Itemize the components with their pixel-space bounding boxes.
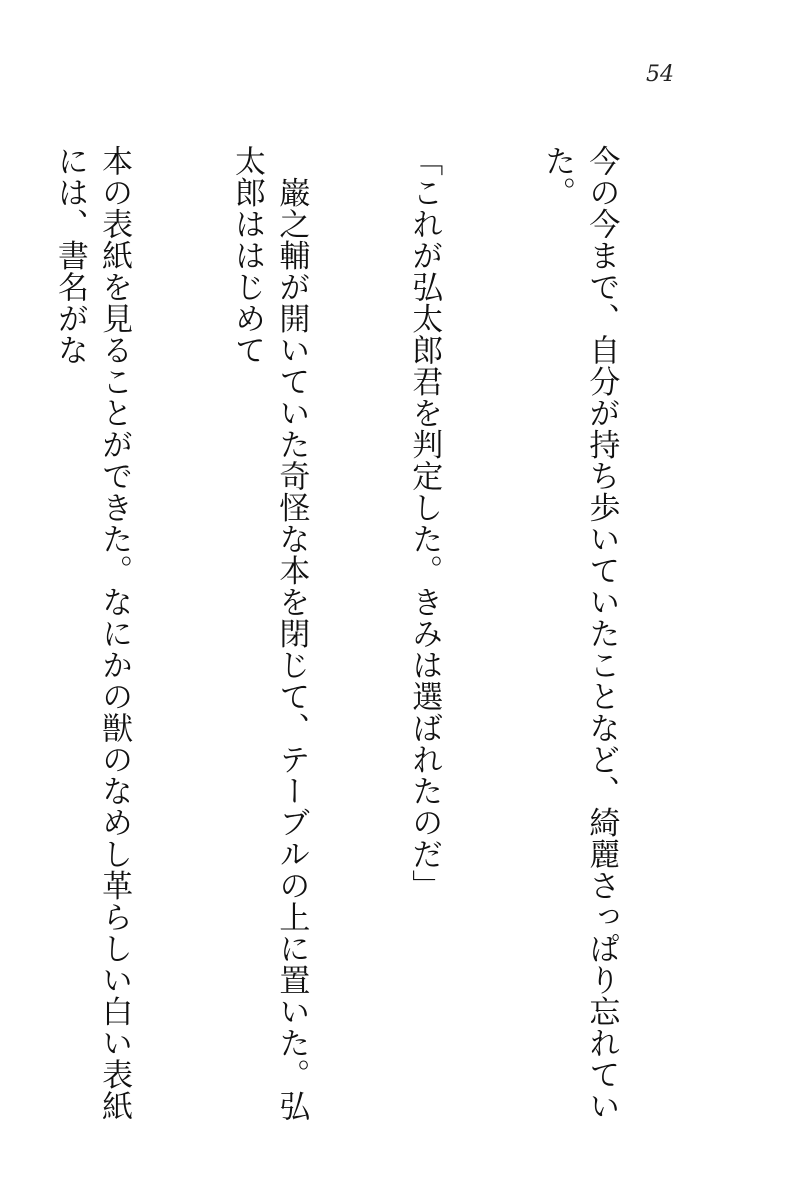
text-line: 今の今まで、自分が持ち歩いていたことなど、綺麗さっぱり忘れていた。 <box>539 145 620 1122</box>
page-number: 54 <box>646 62 674 87</box>
text-line: 巌之輔が開いていた奇怪な本を閉じて、テーブルの上に置いた。弘太郎ははじめて <box>229 145 310 1122</box>
text-line: 本の表紙を見ることができた。なにかの獣のなめし革らしい白い表紙には、書名がな <box>51 145 133 1122</box>
text-line: 「これが弘太郎君を判定した。きみは選ばれたのだ」 <box>406 145 443 901</box>
vertical-body-text <box>51 145 712 1145</box>
